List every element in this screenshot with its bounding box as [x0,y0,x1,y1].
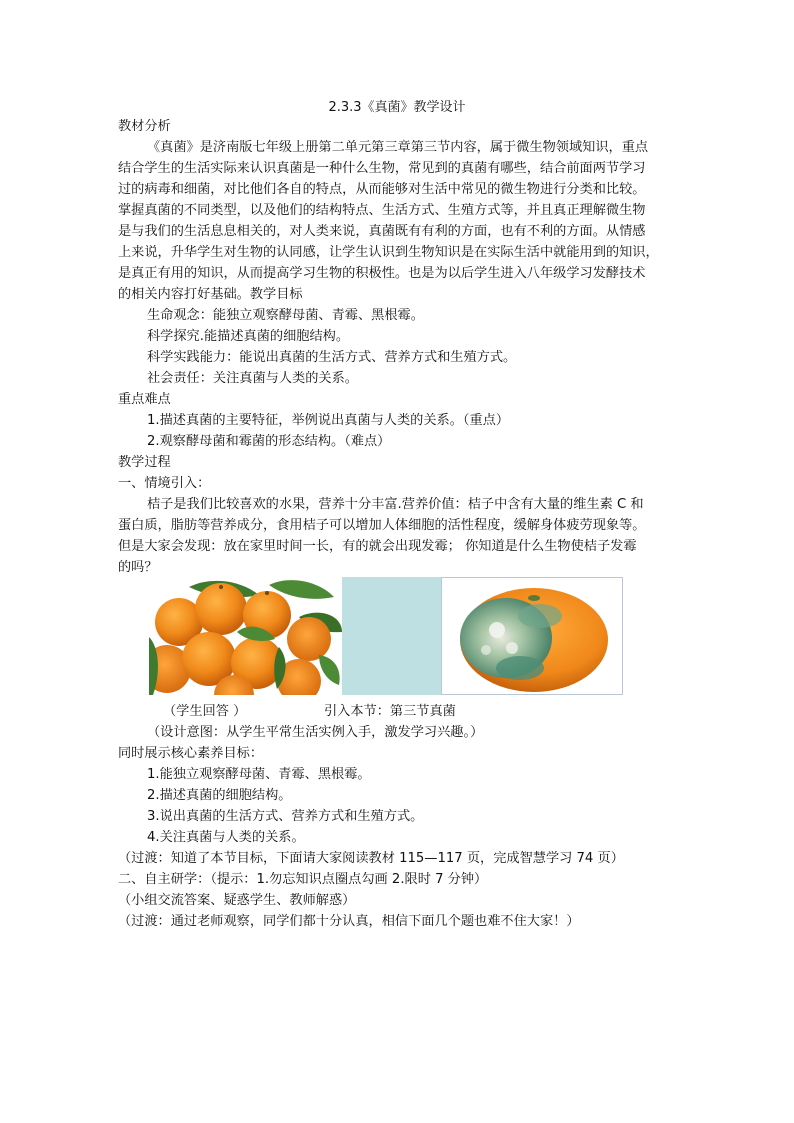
key-point: 2.观察酵母菌和霉菌的形态结构。（难点） [147,434,391,449]
key-point: 1.描述真菌的主要特征，举例说出真菌与人类的关系。（重点） [147,413,510,428]
transition-note-2: （过渡：通过老师观察，同学们都十分认真，相信下面几个题也难不住大家！） [118,914,580,929]
intro-line-1: 桔子是我们比较喜欢的水果，营养十分丰富.营养价值：桔子中含有大量的维生素 C 和 [147,497,644,512]
page-title: 2.3.3《真菌》教学设计 [328,100,466,115]
material-line-2: 结合学生的生活实际来认识真菌是一种什么生物，常见到的真菌有哪些，结合前面两节学习 [118,161,646,176]
tangerines-illustration [149,577,342,695]
moldy-tangerine-illustration [442,578,622,694]
goal-item: 科学实践能力：能说出真菌的生活方式、营养方式和生殖方式。 [147,350,517,365]
tangerines-photo [149,577,342,695]
material-line-6: 上来说，升华学生对生物的认同感，让学生认识到生物知识是在实际生活中就能用到的知识， [118,245,659,260]
transition-note-1: （过渡：知道了本节目标，下面请大家阅读教材 115—117 页，完成智慧学习 74 页） [118,851,624,866]
blank-image-panel [342,577,441,695]
material-line-1: 《真菌》是济南版七年级上册第二单元第三章第三节内容，属于微生物领域知识，重点 [147,140,649,155]
material-line-4: 掌握真菌的不同类型，以及他们的结构特点、生活方式、生殖方式等，并且真正理解微生物 [118,203,646,218]
material-line-5: 是与我们的生活息息相关的，对人类来说，真菌既有有利的方面，也有不利的方面。从情感 [118,224,646,239]
step1-heading: 一、情境引入： [118,476,211,491]
goal-item: 生命观念：能独立观察酵母菌、青霉、黑根霉。 [147,308,424,323]
core-goal-item: 3.说出真菌的生活方式、营养方式和生殖方式。 [147,809,424,824]
intro-line-2: 蛋白质，脂肪等营养成分，食用桔子可以增加人体细胞的活性程度，缓解身体疲劳现象等。 [118,518,646,533]
section-heading-material: 教材分析 [118,119,171,134]
design-intent: （设计意图：从学生平常生活实例入手，激发学习兴趣。） [147,725,484,740]
material-line-8: 的相关内容打好基础。教学目标 [118,287,303,302]
intro-line-3: 但是大家会发现：放在家里时间一长，有的就会出现发霉； 你知道是什么生物使桔子发霉 [118,539,637,554]
section-heading-key: 重点难点 [118,392,171,407]
goal-item: 社会责任：关注真菌与人类的关系。 [147,371,358,386]
step2-heading: 二、自主研学：（提示：1.勿忘知识点圈点勾画 2.限时 7 分钟） [118,872,488,887]
student-answer: （学生回答 ） [163,704,247,719]
lead-in-text: 引入本节：第三节真菌 [324,704,456,719]
moldy-tangerine-photo [441,577,623,695]
core-goal-item: 4.关注真菌与人类的关系。 [147,830,305,845]
photo-row [149,577,623,695]
intro-line-4: 的吗？ [118,560,158,575]
core-goal-item: 1.能独立观察酵母菌、青霉、黑根霉。 [147,767,371,782]
core-goal-item: 2.描述真菌的细胞结构。 [147,788,292,803]
goal-item: 科学探究.能描述真菌的细胞结构。 [147,329,350,344]
group-note: （小组交流答案、疑惑学生、教师解惑） [118,893,356,908]
section-heading-process: 教学过程 [118,455,171,470]
material-line-7: 是真正有用的知识，从而提高学习生物的积极性。也是为以后学生进入八年级学习发酵技术 [118,266,646,281]
core-goals-heading: 同时展示核心素养目标： [118,746,264,761]
material-line-3: 过的病毒和细菌，对比他们各自的特点，从而能够对生活中常见的微生物进行分类和比较。 [118,182,646,197]
